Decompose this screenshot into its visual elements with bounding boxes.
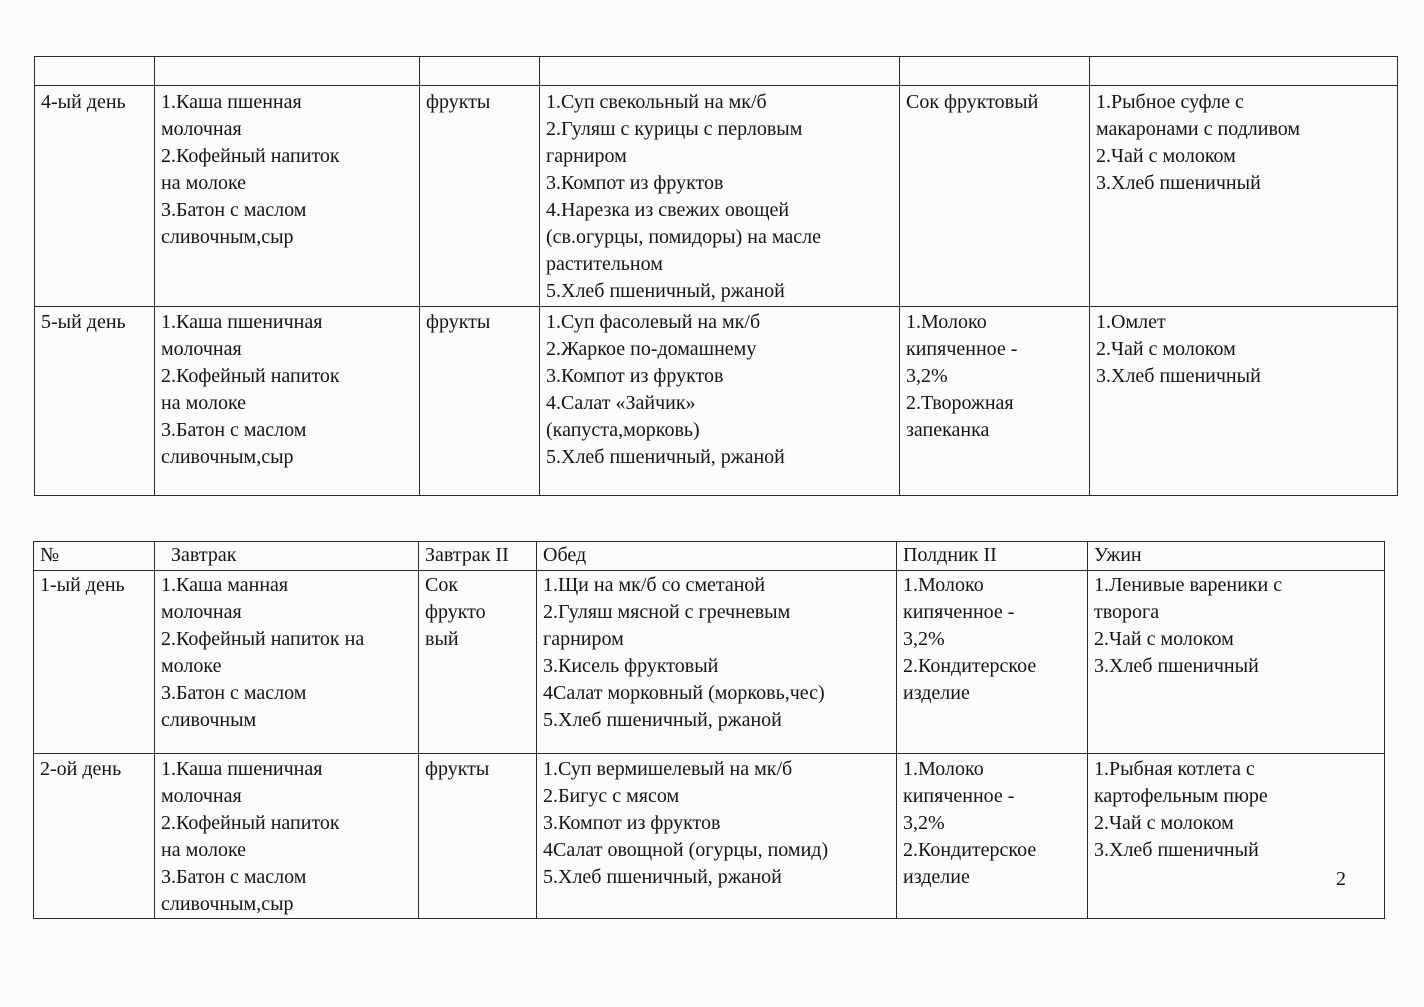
cell-line: фрукто xyxy=(425,601,486,623)
cell-line: молочная xyxy=(161,338,242,360)
cell-line: 5.Хлеб пшеничный, ржаной xyxy=(543,709,782,731)
cell-line: 4Салат морковный (морковь,чес) xyxy=(543,682,825,704)
cell-line: 4.Нарезка из свежих овощей xyxy=(546,199,790,221)
snack-cell xyxy=(897,571,1088,754)
column-header-dinner: Ужин xyxy=(1088,542,1385,571)
cell-line: 1.Омлет xyxy=(1096,311,1166,333)
cell-line: 1.Каша пшенная xyxy=(161,91,302,113)
table-row xyxy=(34,571,1385,754)
cell-line: сливочным,сыр xyxy=(161,893,294,915)
cell-line: 4.Салат «Зайчик» xyxy=(546,392,696,414)
cell-line: 1.Каша пшеничная xyxy=(161,758,323,780)
cell-line: 3.Компот из фруктов xyxy=(546,172,724,194)
cell-line: 3.Батон с маслом xyxy=(161,419,307,441)
cell-line: изделие xyxy=(903,682,970,704)
cell-line: кипяченное - xyxy=(903,785,1015,807)
cell-line: 2.Жаркое по-домашнему xyxy=(546,338,757,360)
cell-line: 2.Творожная xyxy=(906,392,1014,414)
cell-line: 1.Суп фасолевый на мк/б xyxy=(546,311,761,333)
cell-line: гарниром xyxy=(546,145,627,167)
table-row xyxy=(35,86,1398,307)
dinner-cell xyxy=(1088,571,1385,754)
breakfast2-cell xyxy=(419,754,537,919)
snack-cell xyxy=(900,307,1090,496)
cell-line: 2.Кофейный напиток xyxy=(161,145,340,167)
cell-line: (св.огурцы, помидоры) на масле xyxy=(546,226,821,248)
day-label: 2-ой день xyxy=(34,754,155,919)
cell-line: 1.Молоко xyxy=(903,758,984,780)
table-row xyxy=(34,754,1385,919)
cell-line: 3.Хлеб пшеничный xyxy=(1094,839,1259,861)
breakfast-cell xyxy=(155,307,420,496)
cell-line: 3,2% xyxy=(903,812,945,834)
cell-line: 3,2% xyxy=(903,628,945,650)
cell-line: 3.Батон с маслом xyxy=(161,199,307,221)
cell-line: 5.Хлеб пшеничный, ржаной xyxy=(546,446,785,468)
cell-line: 2.Кофейный напиток xyxy=(161,365,340,387)
column-header-snack: Полдник II xyxy=(897,542,1088,571)
cell-line: кипяченное - xyxy=(903,601,1015,623)
table-header-row xyxy=(34,542,1385,571)
cell-line: растительном xyxy=(546,253,663,275)
cell-line: 5.Хлеб пшеничный, ржаной xyxy=(546,280,785,302)
cell-line: Сок xyxy=(425,574,459,596)
cell-line: молочная xyxy=(161,785,242,807)
cell-line: 3.Хлеб пшеничный xyxy=(1096,172,1261,194)
cell-line: картофельным пюре xyxy=(1094,785,1268,807)
cell-line: творога xyxy=(1094,601,1160,623)
cell-line: на молоке xyxy=(161,172,247,194)
cell-line: молочная xyxy=(161,118,242,140)
cell-line: гарниром xyxy=(543,628,624,650)
day-label: 4-ый день xyxy=(35,86,155,307)
breakfast2-cell xyxy=(420,307,540,496)
lunch-cell xyxy=(540,86,900,307)
cell-line: 1.Суп свекольный на мк/б xyxy=(546,91,767,113)
cell-line: 1.Рыбное суфле с xyxy=(1096,91,1244,113)
cell-line: (капуста,морковь) xyxy=(546,419,700,441)
cell-line: 1.Рыбная котлета с xyxy=(1094,758,1255,780)
cell-line: молочная xyxy=(161,601,242,623)
cell-line: на молоке xyxy=(161,392,247,414)
breakfast-cell xyxy=(155,754,419,919)
cell-line: кипяченное - xyxy=(906,338,1018,360)
breakfast2-cell xyxy=(419,571,537,754)
cell-line: фрукты xyxy=(426,311,491,333)
cell-line: 3.Хлеб пшеничный xyxy=(1096,365,1261,387)
cell-line: фрукты xyxy=(426,91,491,113)
breakfast2-cell xyxy=(420,86,540,307)
cell-line: 4Салат овощной (огурцы, помид) xyxy=(543,839,829,861)
cell-line: молоке xyxy=(161,655,222,677)
cell-line: 3.Хлеб пшеничный xyxy=(1094,655,1259,677)
dinner-cell xyxy=(1088,754,1385,919)
cell-line: 5.Хлеб пшеничный, ржаной xyxy=(543,866,782,888)
lunch-cell xyxy=(540,307,900,496)
column-header-lunch: Обед xyxy=(537,542,897,571)
cell-line: 2.Чай с молоком xyxy=(1096,338,1236,360)
cell-line: на молоке xyxy=(161,839,247,861)
breakfast-cell xyxy=(155,86,420,307)
cell-line: 2.Кофейный напиток на xyxy=(161,628,365,650)
cell-line: 2.Чай с молоком xyxy=(1094,812,1234,834)
cell-line: 3,2% xyxy=(906,365,948,387)
cell-line: 2.Гуляш мясной с гречневым xyxy=(543,601,791,623)
cell-line: 1.Молоко xyxy=(906,311,987,333)
table-header-row-blank xyxy=(35,57,1398,86)
cell-line: 1.Суп вермишелевый на мк/б xyxy=(543,758,793,780)
day-label: 5-ый день xyxy=(35,307,155,496)
cell-line: 1.Каша манная xyxy=(161,574,289,596)
menu-table-days-4-5 xyxy=(34,56,1398,496)
cell-line: 1.Ленивые вареники с xyxy=(1094,574,1283,596)
cell-line: сливочным xyxy=(161,709,257,731)
cell-line: 3.Батон с маслом xyxy=(161,682,307,704)
column-header-breakfast: Завтрак xyxy=(155,542,419,571)
snack-cell xyxy=(897,754,1088,919)
cell-line: 2.Кондитерское xyxy=(903,839,1037,861)
cell-line: Сок фруктовый xyxy=(906,91,1039,113)
cell-line: 3.Компот из фруктов xyxy=(543,812,721,834)
day-label: 1-ый день xyxy=(34,571,155,754)
cell-line: 3.Батон с маслом xyxy=(161,866,307,888)
breakfast-cell xyxy=(155,571,419,754)
cell-line: фрукты xyxy=(425,758,490,780)
column-header-num: № xyxy=(34,542,155,571)
cell-line: 1.Щи на мк/б со сметаной xyxy=(543,574,766,596)
dinner-cell xyxy=(1090,307,1398,496)
cell-line: макаронами с подливом xyxy=(1096,118,1301,140)
cell-line: 1.Молоко xyxy=(903,574,984,596)
cell-line: изделие xyxy=(903,866,970,888)
cell-line: 2.Гуляш с курицы с перловым xyxy=(546,118,803,140)
cell-line: 3.Компот из фруктов xyxy=(546,365,724,387)
snack-cell xyxy=(900,86,1090,307)
cell-line: 3.Кисель фруктовый xyxy=(543,655,719,677)
cell-line: 1.Каша пшеничная xyxy=(161,311,323,333)
cell-line: 2.Чай с молоком xyxy=(1096,145,1236,167)
column-header-breakfast2: Завтрак II xyxy=(419,542,537,571)
lunch-cell xyxy=(537,754,897,919)
cell-line: 2.Бигус с мясом xyxy=(543,785,680,807)
cell-line: вый xyxy=(425,628,459,650)
cell-line: сливочным,сыр xyxy=(161,226,294,248)
menu-table-days-1-2 xyxy=(33,541,1385,919)
cell-line: 2.Кондитерское xyxy=(903,655,1037,677)
table-row xyxy=(35,307,1398,496)
page-number: 2 xyxy=(1336,868,1346,890)
cell-line: сливочным,сыр xyxy=(161,446,294,468)
dinner-cell xyxy=(1090,86,1398,307)
cell-line: 2.Кофейный напиток xyxy=(161,812,340,834)
cell-line: запеканка xyxy=(906,419,990,441)
cell-line: 2.Чай с молоком xyxy=(1094,628,1234,650)
lunch-cell xyxy=(537,571,897,754)
